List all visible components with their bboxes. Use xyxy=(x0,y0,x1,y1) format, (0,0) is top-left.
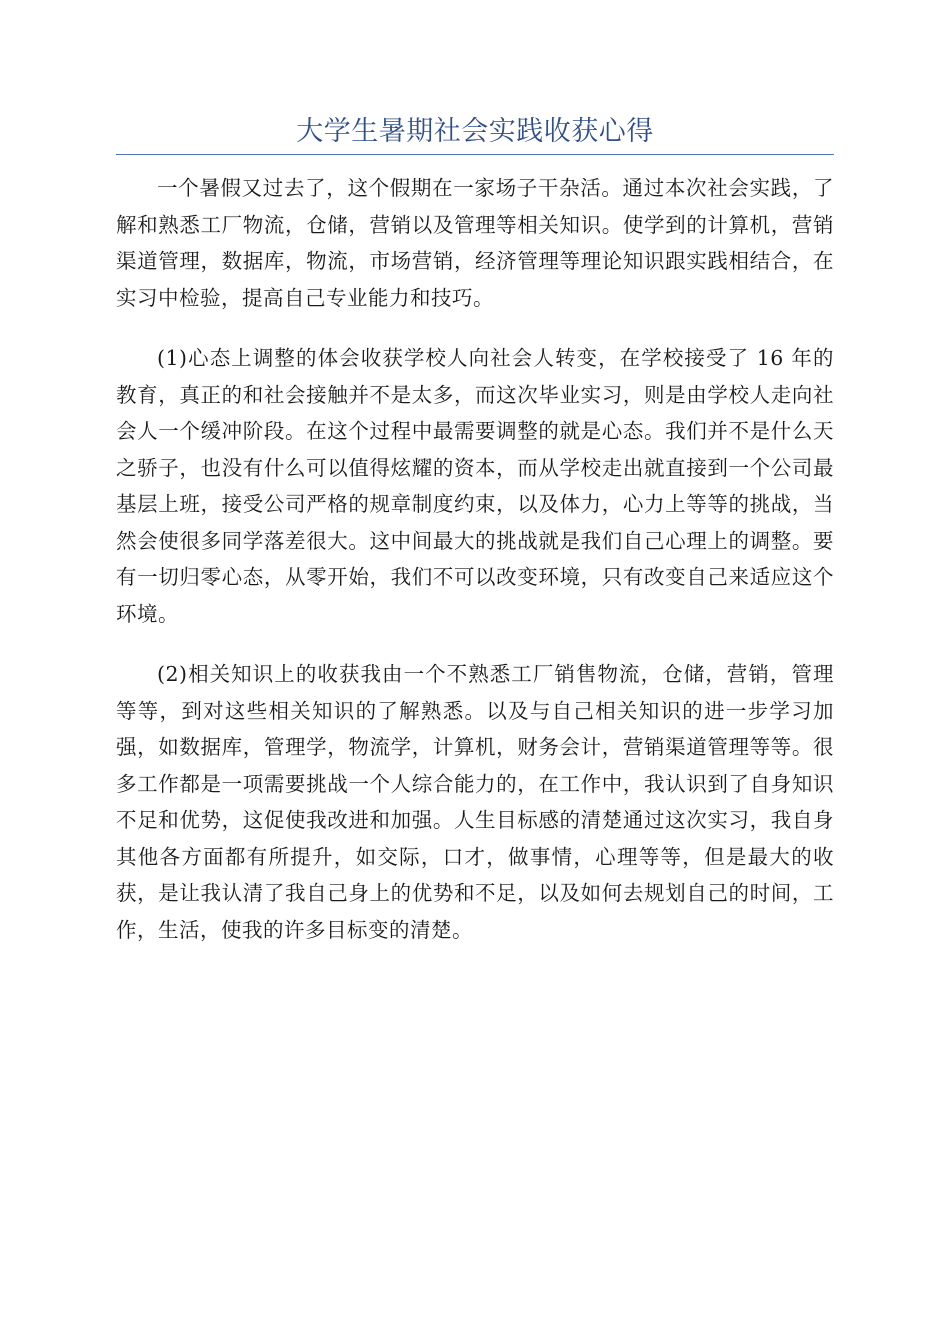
document-body xyxy=(116,170,834,972)
title-underline xyxy=(116,154,834,155)
paragraph-mindset: (1)心态上调整的体会收获学校人向社会人转变，在学校接受了 16 年的教育，真正的和社会接触并不是太多，而这次毕业实习，则是由学校人走向社会人一个缓冲阶段。在这个过程中最需要调整的就是心态。我们并不是什么天之骄子，也没有什么可以值得炫耀的资本，而从学校走出就直接到一个公司最基层上班，接受公司严格的规章制度约束，以及体力，心力上等等的挑战，当然会使很多同学落差很大。这中间最大的挑战就是我们自己心理上的调整。要有一切归零心态，从零开始，我们不可以改变环境，只有改变自己来适应这个环境。 xyxy=(116,346,834,626)
paragraph-knowledge: (2)相关知识上的收获我由一个不熟悉工厂销售物流，仓储，营销，管理等等，到对这些相关知识的了解熟悉。以及与自己相关知识的进一步学习加强，如数据库，管理学，物流学，计算机，财务会计，营销渠道管理等等。很多工作都是一项需要挑战一个人综合能力的，在工作中，我认识到了自身知识不足和优势，这促使我改进和加强。人生目标感的清楚通过这次实习，我自身其他各方面都有所提升，如交际，口才，做事情，心理等等，但是最大的收获，是让我认清了我自己身上的优势和不足，以及如何去规划自己的时间，工作，生活，使我的许多目标变的清楚。 xyxy=(116,662,834,942)
paragraph-intro: 一个暑假又过去了，这个假期在一家场子干杂活。通过本次社会实践，了解和熟悉工厂物流，仓储，营销以及管理等相关知识。使学到的计算机，营销渠道管理，数据库，物流，市场营销，经济管理等理论知识跟实践相结合，在实习中检验，提高自己专业能力和技巧。 xyxy=(116,176,834,310)
document-title: 大学生暑期社会实践收获心得 xyxy=(296,116,654,147)
